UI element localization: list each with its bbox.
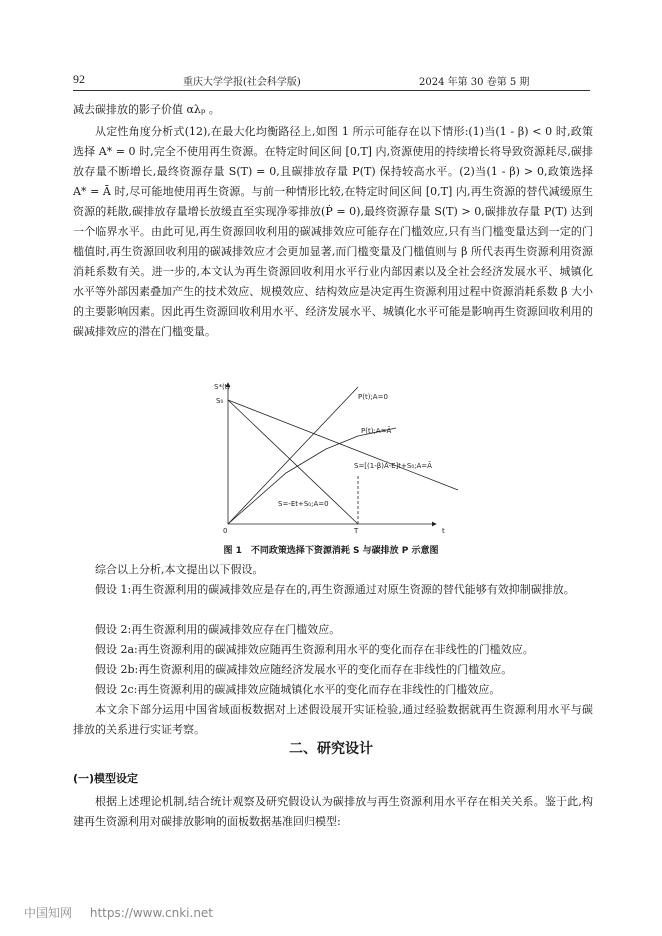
x-axis-label: t bbox=[442, 527, 445, 535]
figure-1-chart bbox=[206, 375, 466, 541]
cnki-brand: 中国知网 bbox=[24, 906, 73, 920]
paragraph: 从定性角度分析式(12),在最大化均衡路径上,如图 1 所示可能存在以下情形:(1)当(1 - β) < 0 时,政策选择 A* = 0 时,完全不使用再生资源。在特定时间区间 [0,T] 内,资源使用的持续增长将导致资源耗尽,碳排放存量不断增长,最终资源存量 S(T) = 0,且碳排放存量 P(T) 保持较高水平。(2)当(1 - β) > 0,政策选择 A* = Ā 时,尽可能地使用再生资源。与前一种情形比较,在特定时间区间 [0,T] 内,再生资源的替代减缓原生资源的耗散,碳排放存量增长放缓直至实现净零排放(Ṗ = 0),最终资源存量 S(T) > 0,碳排放存量 P(T) 达到一个临界水平。由此可见,再生资源回收利用的碳减排效应可能存在门槛效应,只有当门槛变量达到一定的门槛值时,再生资源回收利用的碳减排效应才会更加显著,而门槛变量及门槛值则与 β 所代表再生资源利用资源消耗系数有关。进一步的,本文认为再生资源回收利用水平行业内部因素以及全社会经济发展水平、城镇化水平等外部因素叠加产生的技术效应、规模效应、结构效应是决定再生资源利用过程中资源消耗系数 β 大小的主要影响因素。因此再生资源回收利用水平、经济发展水平、城镇化水平可能是影响再生资源回收利用的碳减排效应的潜在门槛变量。 bbox=[73, 125, 593, 338]
hypothesis-2c: 假设 2c:再生资源利用的碳减排效应随城镇化水平的变化而存在非线性的门槛效应。 bbox=[95, 683, 501, 696]
figure-caption: 图 1 不同政策选择下资源消耗 S 与碳排放 P 示意图 bbox=[223, 546, 439, 556]
journal-name: 重庆大学学报(社会科学版) bbox=[183, 77, 301, 88]
curve-s-abar bbox=[228, 400, 458, 490]
origin-label: 0 bbox=[223, 527, 228, 535]
curve-s-abar-label: S=[(1-β)Ā-E]t+S₀;A=Ā bbox=[354, 462, 432, 470]
y-axis-label: S*(t) bbox=[214, 383, 231, 391]
figure-1 bbox=[206, 375, 466, 545]
page-number: 92 bbox=[73, 72, 85, 86]
subsection-title: (一)模型设定 bbox=[73, 772, 139, 785]
hypothesis-2: 假设 2:再生资源利用的碳减排效应存在门槛效应。 bbox=[95, 623, 341, 636]
hypothesis-1: 假设 1:再生资源利用的碳减排效应是存在的,再生资源通过对原生资源的替代能够有效抑制碳排放。 bbox=[95, 583, 575, 596]
t-tick-label: T bbox=[354, 527, 359, 535]
cnki-url[interactable]: https://www.cnki.net bbox=[89, 906, 214, 920]
watermark-footer bbox=[24, 904, 213, 921]
paragraph: 综合以上分析,本文提出以下假设。 bbox=[95, 563, 264, 576]
paragraph: 减去碳排放的影子价值 αλₚ 。 bbox=[73, 103, 220, 116]
hypothesis-2a: 假设 2a:再生资源利用的碳减排效应随再生资源利用水平的变化而存在非线性的门槛效应。 bbox=[95, 643, 534, 656]
curve-p-a0-label: P(t);A=0 bbox=[358, 393, 388, 401]
hypothesis-2b: 假设 2b:再生资源利用的碳减排效应随经济发展水平的变化而存在非线性的门槛效应。 bbox=[95, 663, 513, 676]
s0-label: S₀ bbox=[216, 397, 224, 405]
curve-s-a0-label: S=-Et+S₀;A=0 bbox=[278, 500, 329, 508]
paragraph: 本文余下部分运用中国省域面板数据对上述假设展开实证检验,通过经验数据就再生资源利用水平与碳排放的关系进行实证考察。 bbox=[73, 703, 593, 736]
paragraph: 根据上述理论机制,结合统计观察及研究假设认为碳排放与再生资源利用水平存在相关关系。鉴于此,构建再生资源利用对碳排放影响的面板数据基准回归模型: bbox=[73, 795, 593, 828]
section-title: 二、研究设计 bbox=[289, 741, 373, 757]
journal-issue: 2024 年第 30 卷第 5 期 bbox=[419, 77, 530, 88]
curve-p-abar bbox=[228, 428, 396, 524]
running-header bbox=[73, 72, 590, 91]
curve-p-abar-label: P(t);A=Ā bbox=[361, 427, 392, 435]
